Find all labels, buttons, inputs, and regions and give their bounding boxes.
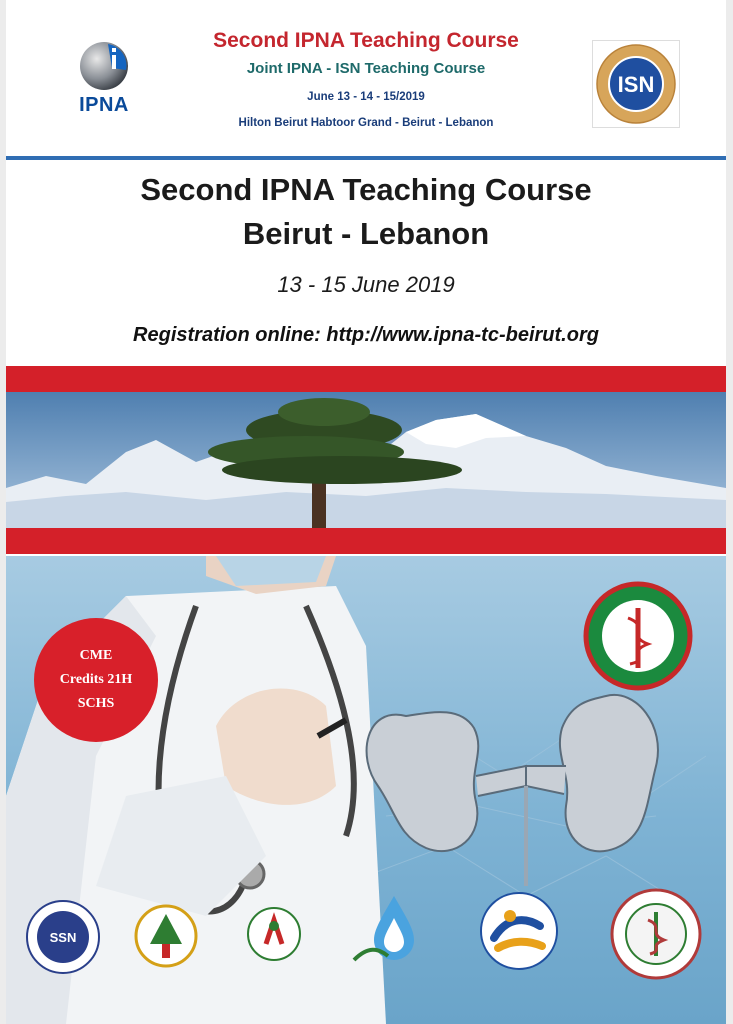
- main-date: 13 - 15 June 2019: [277, 272, 455, 297]
- kidney-left: [367, 712, 526, 851]
- cedar-mountain-banner: [6, 392, 726, 528]
- header-text-block: [156, 26, 576, 132]
- ipna-logo-text: IPNA: [79, 94, 129, 116]
- header-title: Second IPNA Teaching Course: [213, 29, 519, 52]
- order-of-physicians-seal: [586, 584, 690, 688]
- isn-logo-text: ISN: [617, 72, 655, 97]
- header-venue: Hilton Beirut Habtoor Grand - Beirut - Lebanon: [238, 117, 494, 129]
- cme-line3: SCHS: [77, 696, 115, 711]
- medical-illustration-section: [6, 556, 726, 1024]
- sponsor-logos-row: [6, 884, 726, 1014]
- red-band-bottom: [6, 528, 726, 554]
- header-dates: June 13 - 14 - 15/2019: [307, 91, 425, 103]
- lebanese-university-medical-seal: [610, 888, 702, 985]
- poster-page: [6, 0, 726, 1024]
- pediatric-association-logo: [476, 892, 562, 975]
- cme-line1: CME: [79, 648, 113, 663]
- header: [6, 0, 726, 158]
- ipna-logo: [64, 38, 144, 118]
- header-subtitle: Joint IPNA - ISN Teaching Course: [246, 60, 486, 77]
- lebanese-pediatric-society-logo: [246, 906, 302, 967]
- red-band-top: [6, 366, 726, 392]
- ssn-logo-text: SSN: [49, 930, 77, 945]
- main-title: [6, 168, 726, 256]
- registration-text: Registration online: http://www.ipna-tc-beirut.org: [133, 324, 599, 346]
- ssn-logo: [24, 898, 102, 981]
- header-divider: [6, 156, 726, 160]
- cme-credits-badge: [34, 618, 158, 742]
- kidney-right: [526, 695, 658, 851]
- main-title-line1: Second IPNA Teaching Course: [140, 172, 592, 207]
- cme-line2: Credits 21H: [59, 672, 133, 687]
- globe-icon: [76, 38, 132, 94]
- cedar-society-logo: [134, 904, 198, 973]
- lebanese-nephrology-society-logo: [348, 890, 440, 975]
- isn-logo: [592, 40, 680, 128]
- main-title-line2: Beirut - Lebanon: [242, 216, 490, 251]
